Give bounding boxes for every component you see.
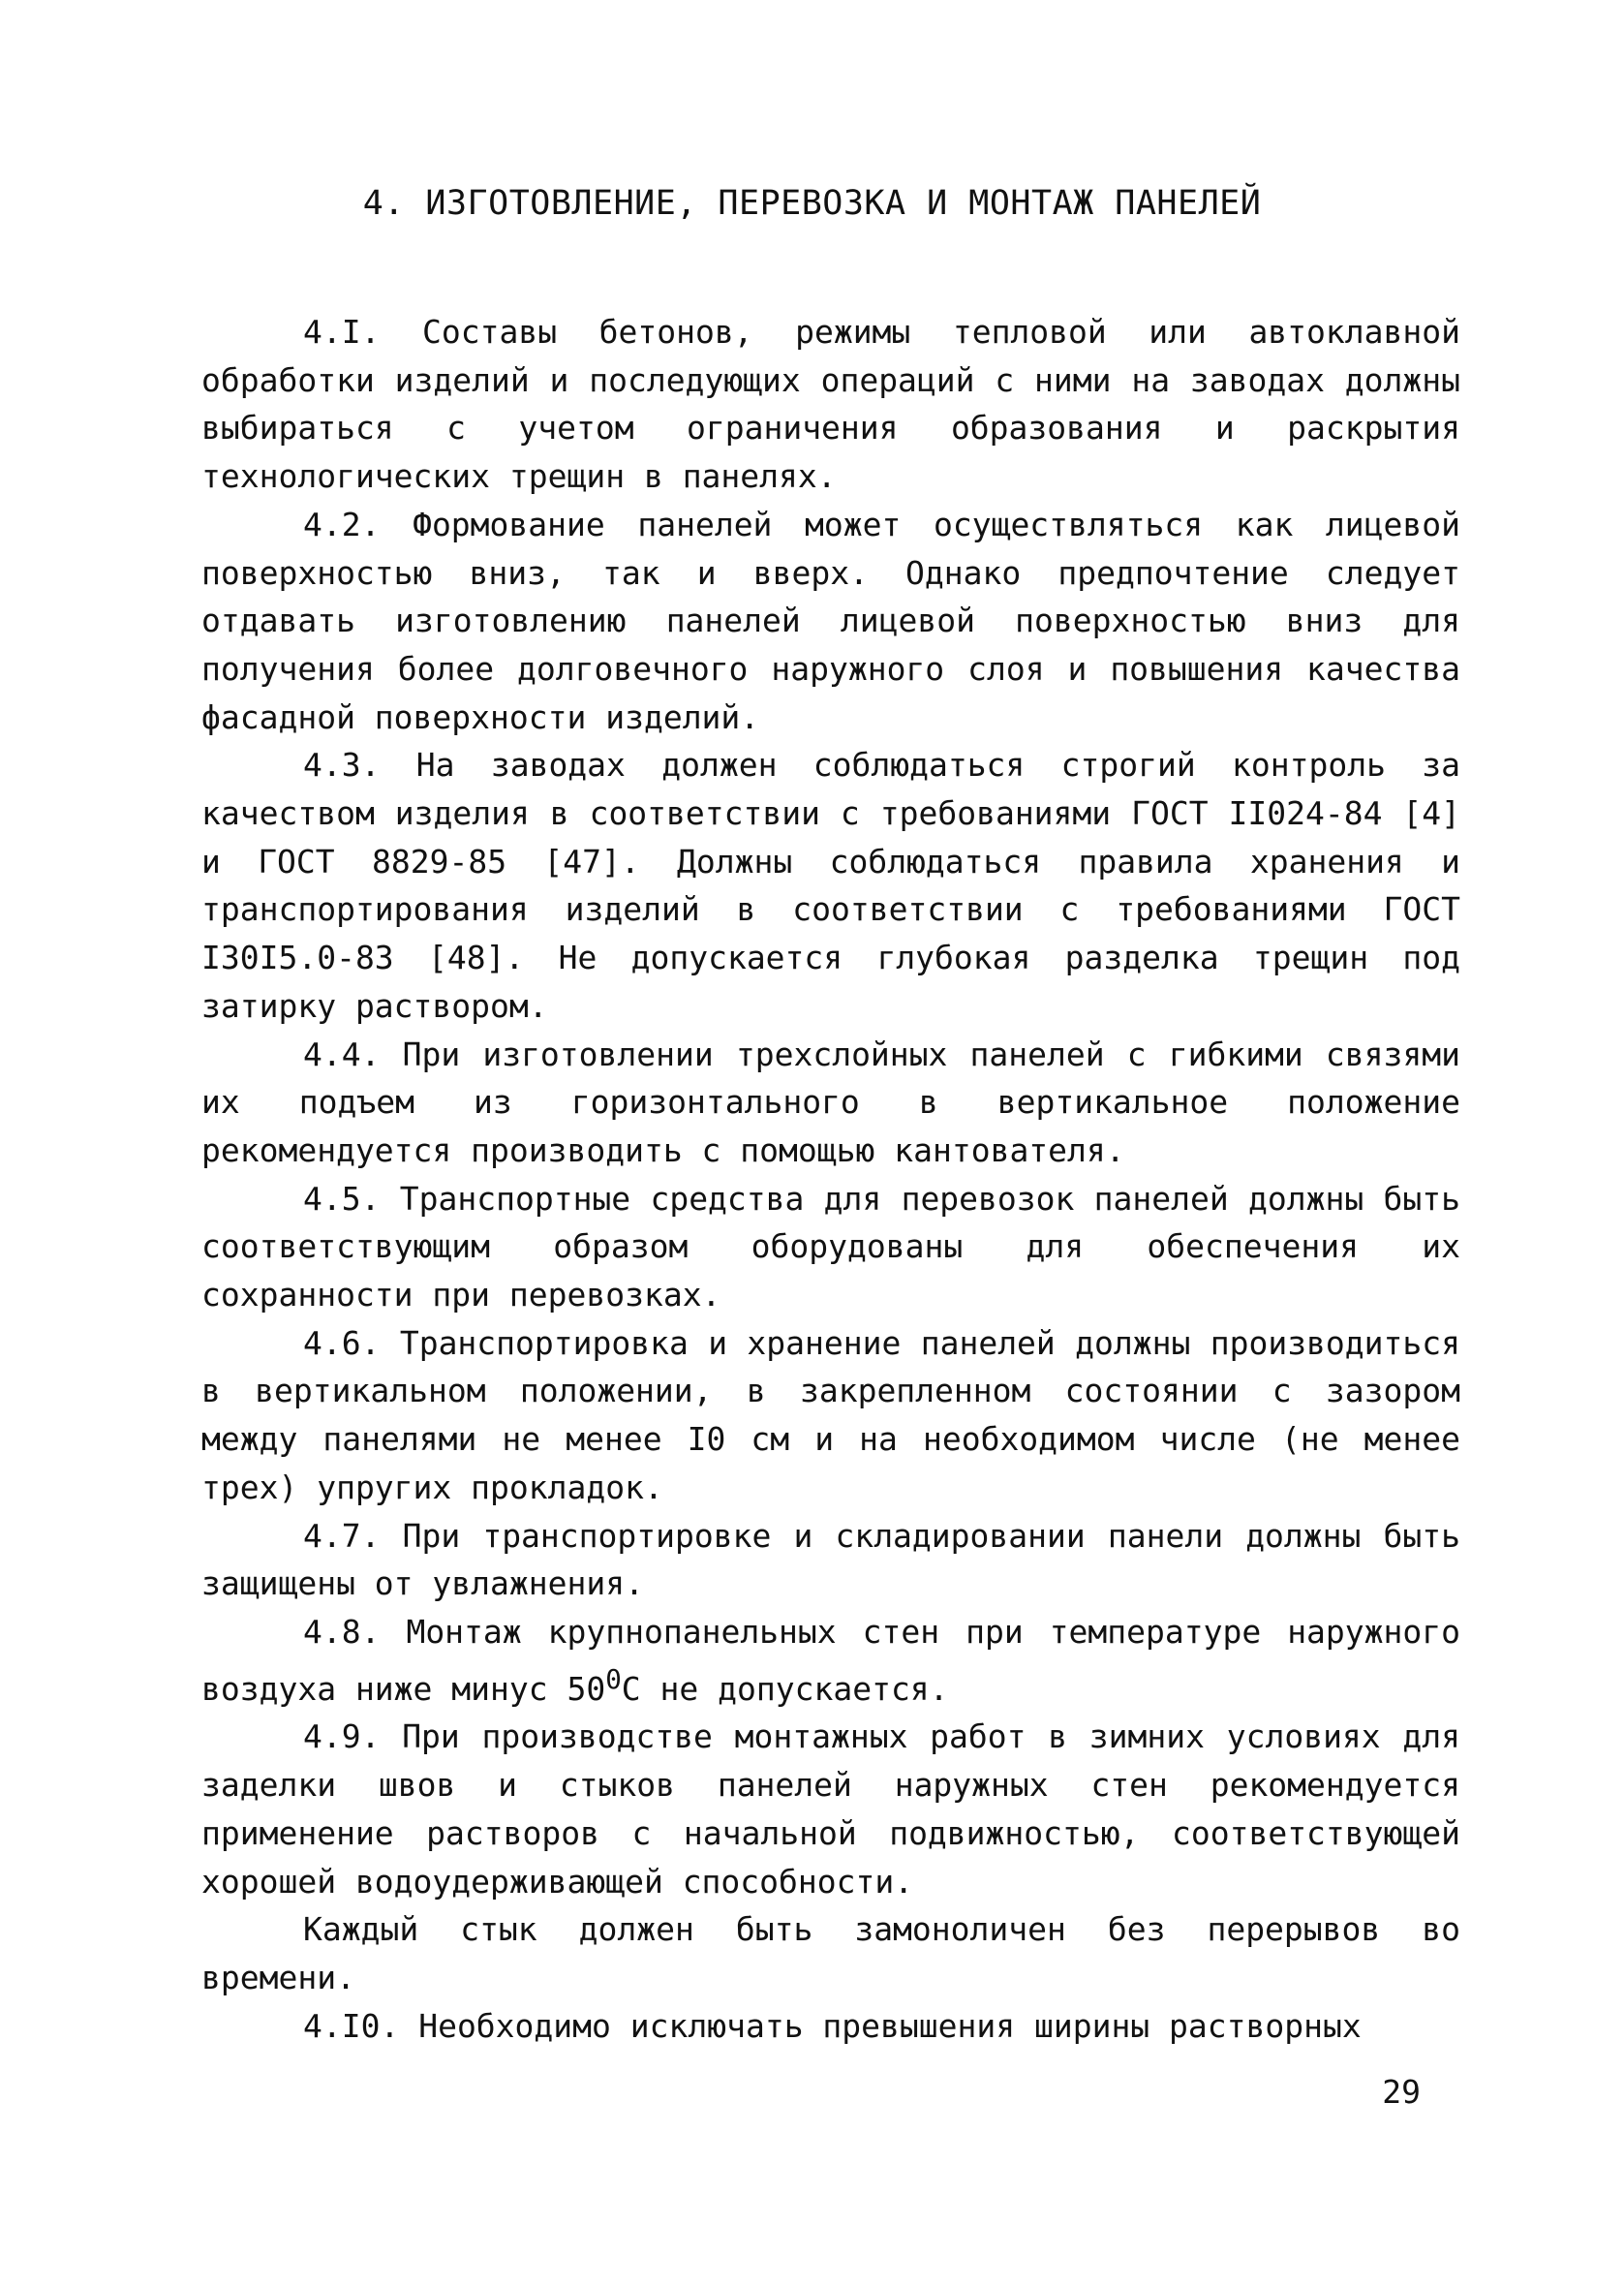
degree-superscript: 0 [605,1663,622,1695]
paragraph-4-5: 4.5. Транспортные средства для перевозок панелей должны быть соответствующим образом оборудованы для обеспечения их сохранности при перевозках. [201,1179,1460,1314]
paragraph-4-8-tail: С не допускается. [621,1669,949,1708]
body-text [201,308,1460,2050]
paragraph-4-1: 4.I. Составы бетонов, режимы тепловой или автоклавной обработки изделий и последующих операций с ними на заводах должны выбираться с учетом ограничения образования и раскрытия технологических трещин в панелях. [201,313,1460,496]
paragraph-4-9-note: Каждый стык должен быть замоноличен без перерывов во времени. [201,1910,1460,1996]
paragraph-4-9: 4.9. При производстве монтажных работ в зимних условиях для заделки швов и стыков панелей наружных стен рекомендуется применение растворов с начальной подвижностью, соответствующей хорошей водоудерживающей способности. [201,1717,1460,1901]
paragraph-4-10: 4.I0. Необходимо исключать превышения ширины растворных [303,2006,1362,2045]
section-heading: 4. ИЗГОТОВЛЕНИЕ, ПЕРЕВОЗКА И МОНТАЖ ПАНЕЛЕЙ [362,184,1262,223]
paragraph-4-2: 4.2. Формование панелей может осуществляться как лицевой поверхностью вниз, так и вверх. Однако предпочтение следует отдавать изготовлению панелей лицевой поверхностью вниз для получения более долговечного наружного слоя и повышения качества фасадной поверхности изделий. [201,505,1460,736]
paragraph-4-8-main: 4.8. Монтаж крупнопанельных стен при температуре наружного воздуха ниже минус 50 [201,1612,1460,1708]
paragraph-4-8 [201,1608,1460,1713]
paragraph-4-7: 4.7. При транспортировке и складировании панели должны быть защищены от увлажнения. [201,1516,1460,1603]
paragraph-4-6: 4.6. Транспортировка и хранение панелей должны производиться в вертикальном положении, в закрепленном состоянии с зазором между панелями не менее I0 см и на необходимом числе (не менее трех) упругих прокладок. [201,1323,1460,1506]
paragraph-4-4: 4.4. При изготовлении трехслойных панелей с гибкими связями их подъем из горизонтального в вертикальное положение рекомендуется производить с помощью кантователя. [201,1035,1460,1169]
paragraph-4-3: 4.3. На заводах должен соблюдаться строгий контроль за качеством изделия в соответствии с требованиями ГОСТ II024-84 [4] и ГОСТ 8829-85 [47]. Должны соблюдаться правила хранения и транспортирования изделий в соответствии с требованиями ГОСТ I30I5.0-83 [48]. Не допускается глубокая разделка трещин под затирку раствором. [201,746,1460,1025]
page-number: 29 [1382,2073,1421,2111]
